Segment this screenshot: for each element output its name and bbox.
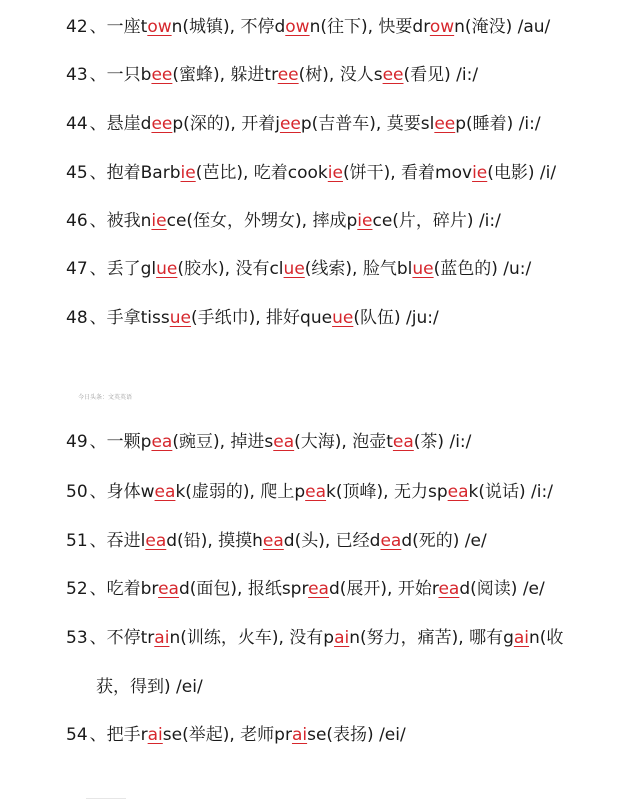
line-number: 48: [66, 308, 88, 328]
line-text: 、丢了gl: [89, 259, 157, 279]
highlighted-letters: ai: [513, 628, 529, 648]
highlighted-letters: ee: [151, 65, 173, 85]
line-51: [66, 530, 487, 552]
highlighted-letters: ie: [327, 163, 343, 183]
line-text: n(往下), 快要dr: [309, 17, 430, 37]
line-text: (蓝色的) /u:/: [433, 259, 532, 279]
line-text: k(虚弱的), 爬上p: [175, 482, 306, 502]
line-text: se(表扬) /ei/: [307, 725, 406, 745]
highlighted-letters: ee: [382, 65, 404, 85]
highlighted-letters: ai: [334, 628, 350, 648]
highlighted-letters: ea: [154, 482, 176, 502]
line-text: (茶) /i:/: [413, 432, 472, 452]
line-text: p(深的), 开着j: [172, 114, 280, 134]
line-text: d(死的) /e/: [401, 531, 487, 551]
line-54: [66, 724, 406, 746]
line-text: 、一颗p: [89, 432, 152, 452]
highlighted-letters: ow: [429, 17, 455, 37]
highlighted-letters: ai: [147, 725, 163, 745]
line-number: 42: [66, 17, 88, 37]
line-text: d(头), 已经d: [283, 531, 381, 551]
line-number: 53: [66, 628, 88, 648]
line-text: 、吃着br: [89, 579, 159, 599]
line-text: d(面包), 报纸spr: [178, 579, 309, 599]
line-text: 、抱着Barb: [89, 163, 181, 183]
line-text: 、悬崖d: [89, 114, 152, 134]
line-number: 52: [66, 579, 88, 599]
highlighted-letters: ue: [156, 259, 178, 279]
line-45: [66, 162, 556, 184]
line-text: (看见) /i:/: [403, 65, 479, 85]
highlighted-letters: ea: [308, 579, 329, 599]
highlighted-letters: ee: [434, 114, 456, 134]
watermark-text: 今日头条：文英英语: [78, 394, 133, 401]
highlighted-letters: ie: [151, 211, 167, 231]
line-text: 、身体w: [89, 482, 155, 502]
line-number: 43: [66, 65, 88, 85]
highlighted-letters: ai: [154, 628, 170, 648]
highlighted-letters: ie: [357, 211, 373, 231]
line-text: 、吞进l: [89, 531, 146, 551]
line-text: k(顶峰), 无力sp: [326, 482, 448, 502]
highlighted-letters: ue: [412, 259, 434, 279]
line-text: k(说话) /i:/: [468, 482, 553, 502]
line-text: (大海), 泡壶t: [294, 432, 393, 452]
highlighted-letters: ea: [438, 579, 460, 599]
line-44: [66, 113, 541, 135]
line-53: [66, 627, 563, 649]
line-50: [66, 481, 553, 503]
line-text: (手纸巾), 排好que: [190, 308, 333, 328]
highlighted-letters: ea: [151, 432, 173, 452]
line-text: (蜜蜂), 躲进tr: [172, 65, 278, 85]
highlighted-letters: ai: [291, 725, 308, 745]
line-text: n(训练，火车), 没有p: [169, 628, 335, 648]
highlighted-letters: ie: [472, 163, 488, 183]
line-number: 51: [66, 531, 88, 551]
line-text: 、把手r: [89, 725, 148, 745]
line-number: 47: [66, 259, 88, 279]
line-text: ce(片，碎片) /i:/: [372, 211, 501, 231]
line-text: d(铅), 摸摸h: [166, 531, 263, 551]
line-number: 54: [66, 725, 88, 745]
line-text: p(睡着) /i:/: [455, 114, 541, 134]
line-text: 、不停tr: [89, 628, 155, 648]
highlighted-letters: ue: [332, 308, 354, 328]
line-text: (豌豆), 掉进s: [172, 432, 274, 452]
line-48: [66, 307, 439, 329]
highlighted-letters: ea: [273, 432, 295, 452]
line-49: [66, 431, 471, 453]
highlighted-letters: ee: [151, 114, 173, 134]
highlighted-letters: ee: [279, 114, 301, 134]
line-text: d(展开), 开始r: [328, 579, 439, 599]
line-text: 、一只b: [89, 65, 152, 85]
line-number: 49: [66, 432, 88, 452]
highlighted-letters: ea: [305, 482, 327, 502]
line-text: (队伍) /ju:/: [353, 308, 439, 328]
line-text: (树), 没人s: [298, 65, 383, 85]
highlighted-letters: ea: [145, 531, 167, 551]
line-text: (芭比), 吃着cook: [195, 163, 328, 183]
highlighted-letters: ue: [283, 259, 305, 279]
line-text: (胶水), 没有cl: [177, 259, 284, 279]
line-number: 45: [66, 163, 88, 183]
line-53-continuation: 获，得到) /ei/: [96, 677, 203, 697]
line-text: ce(侄女，外甥女), 摔成p: [166, 211, 358, 231]
line-46: [66, 210, 501, 232]
line-text: se(举起), 老师pr: [162, 725, 292, 745]
line-text: (电影) /i/: [487, 163, 557, 183]
line-number: 44: [66, 114, 88, 134]
highlighted-letters: ow: [285, 17, 310, 37]
page-edge-mark: [86, 798, 126, 799]
line-text: p(吉普车), 莫要sl: [300, 114, 435, 134]
line-text: d(阅读) /e/: [459, 579, 545, 599]
line-text: n(城镇), 不停d: [171, 17, 286, 37]
highlighted-letters: ue: [169, 308, 191, 328]
line-number: 46: [66, 211, 88, 231]
line-42: [66, 16, 550, 38]
line-number: 50: [66, 482, 88, 502]
line-52: [66, 578, 545, 600]
line-43: [66, 64, 478, 86]
line-text: (线索), 脸气bl: [304, 259, 413, 279]
highlighted-letters: ea: [447, 482, 469, 502]
highlighted-letters: ee: [277, 65, 299, 85]
line-text: (饼干), 看着mov: [342, 163, 473, 183]
highlighted-letters: ea: [158, 579, 179, 599]
highlighted-letters: ie: [180, 163, 196, 183]
highlighted-letters: ow: [147, 17, 172, 37]
line-text: 、被我n: [89, 211, 152, 231]
highlighted-letters: ea: [392, 432, 414, 452]
line-text: n(努力，痛苦), 哪有g: [349, 628, 514, 648]
line-text: 、手拿tiss: [89, 308, 170, 328]
line-47: [66, 258, 531, 280]
highlighted-letters: ea: [262, 531, 284, 551]
line-text: n(收: [529, 628, 564, 648]
line-text: 、一座t: [89, 17, 148, 37]
highlighted-letters: ea: [380, 531, 402, 551]
line-text: n(淹没) /au/: [454, 17, 551, 37]
